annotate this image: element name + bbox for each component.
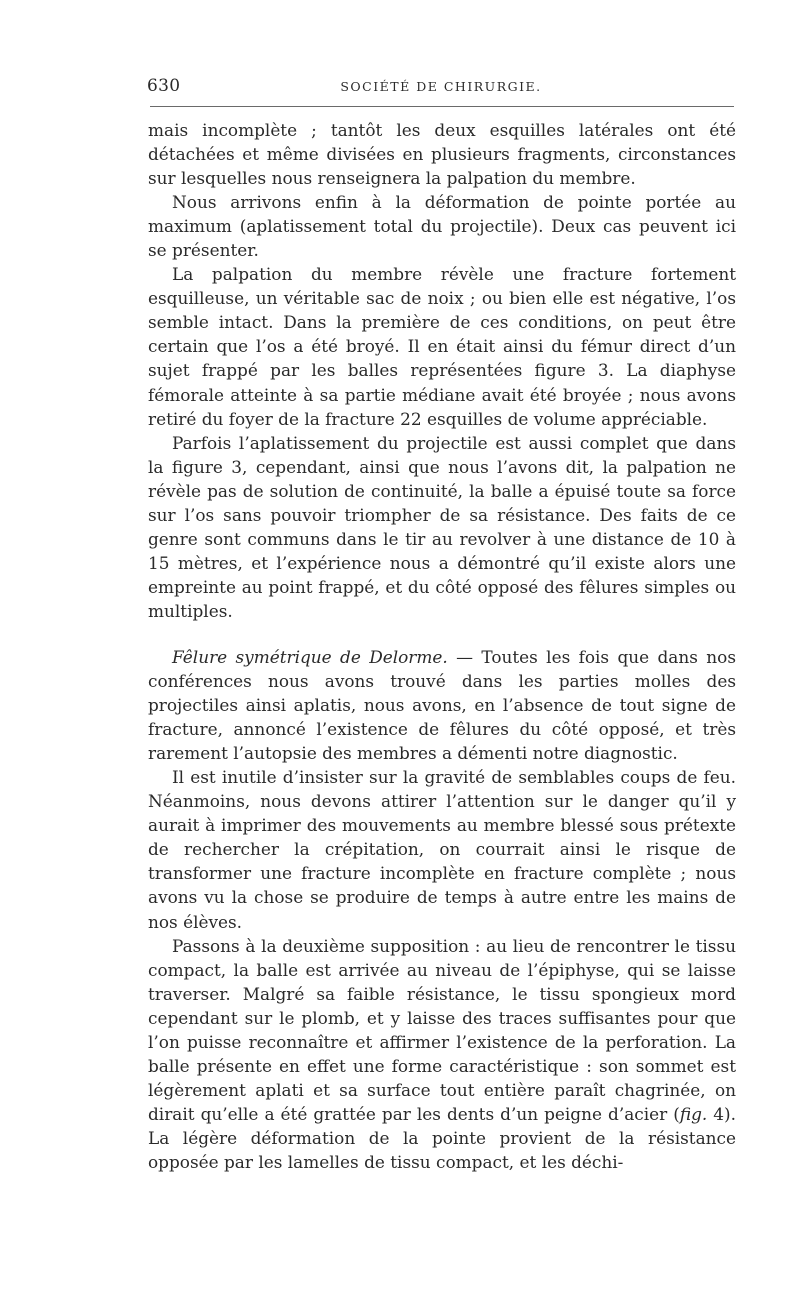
paragraph: [148, 118, 736, 190]
paragraph-text: — Toutes les fois que dans nos conférences nous avons trouvé dans les parties molles des projectiles ainsi aplatis, nous avons, en l’absence de tout signe de fracture, annoncé l’existence de fêlures du côté opposé, et très rarement l’autopsie des membres a démenti notre diagnostic.: [148, 646, 736, 764]
paragraph: [148, 431, 736, 623]
paragraph-text-end: 4). La légère déformation de la pointe provient de la résistance opposée par les lamelles de tissu compact, et les déchi-: [148, 1103, 736, 1172]
page-number: 630: [147, 76, 181, 96]
paragraph: [148, 262, 736, 430]
body-text: [148, 118, 736, 1174]
running-head: SOCIÉTÉ DE CHIRURGIE.: [340, 79, 542, 94]
paragraph: [148, 765, 736, 933]
page-header: [147, 76, 735, 100]
paragraph-text: Parfois l’aplatissement du projectile est aussi complet que dans la figure 3, cependant, ainsi que nous l’avons dit, la palpation ne révèle pas de solution de continuité, la balle a épuisé toute sa force sur l’os sans pouvoir triompher de sa résistance. Des faits de ce genre sont communs dans le tir au revolver à une distance de 10 à 15 mètres, et l’expérience nous a démontré qu’il existe alors une empreinte au point frappé, et du côté opposé des fêlures simples ou multiples.: [148, 432, 736, 621]
figure-reference: fig.: [679, 1103, 708, 1124]
paragraph-text: mais incomplète ; tantôt les deux esquilles latérales ont été détachées et même divisées en plusieurs fragments, circonstances sur lesquelles nous renseignera la palpation du membre.: [148, 120, 736, 189]
paragraph: [148, 645, 736, 765]
header-rule: [150, 106, 734, 107]
paragraph-text: La palpation du membre révèle une fracture fortement esquilleuse, un véritable sac de noix ; ou bien elle est négative, l’os semble intact. Dans la première de ces conditions, on peut être certain que l’os a été broyé. Il en était ainsi du fémur direct d’un sujet frappé par les balles représentées figure 3. La diaphyse fémorale atteinte à sa partie médiane avait été broyée ; nous avons retiré du foyer de la fracture 22 esquilles de volume appréciable.: [148, 264, 736, 429]
paragraph: [148, 934, 736, 1174]
paragraph-text: Passons à la deuxième supposition : au lieu de rencontrer le tissu compact, la balle est arrivée au niveau de l’épiphyse, qui se laisse traverser. Malgré sa faible résistance, le tissu spongieux mord cependant sur le plomb, et y laisse des traces suffisantes pour que l’on puisse reconnaître et affirmer l’existence de la perforation. La balle présente en effet une forme caractéristique : son sommet est légèrement aplati et sa surface tout entière paraît chagrinée, on dirait qu’elle a été grattée par les dents d’un peigne d’acier (: [148, 935, 736, 1124]
paragraph-text: Il est inutile d’insister sur la gravité de semblables coups de feu. Néanmoins, nous devons attirer l’attention sur le danger qu’il y aurait à imprimer des mouvements au membre blessé sous prétexte de rechercher la crépitation, on courrait ainsi le risque de transformer une fracture incomplète en fracture complète ; nous avons vu la chose se produire de temps à autre entre les mains de nos élèves.: [148, 767, 736, 932]
paragraph-text: Nous arrivons enfin à la déformation de pointe portée au maximum (aplatissement total du projectile). Deux cas peuvent ici se présenter.: [148, 192, 736, 261]
paragraph: [148, 190, 736, 262]
section-title: Fêlure symétrique de Delorme.: [172, 646, 448, 667]
